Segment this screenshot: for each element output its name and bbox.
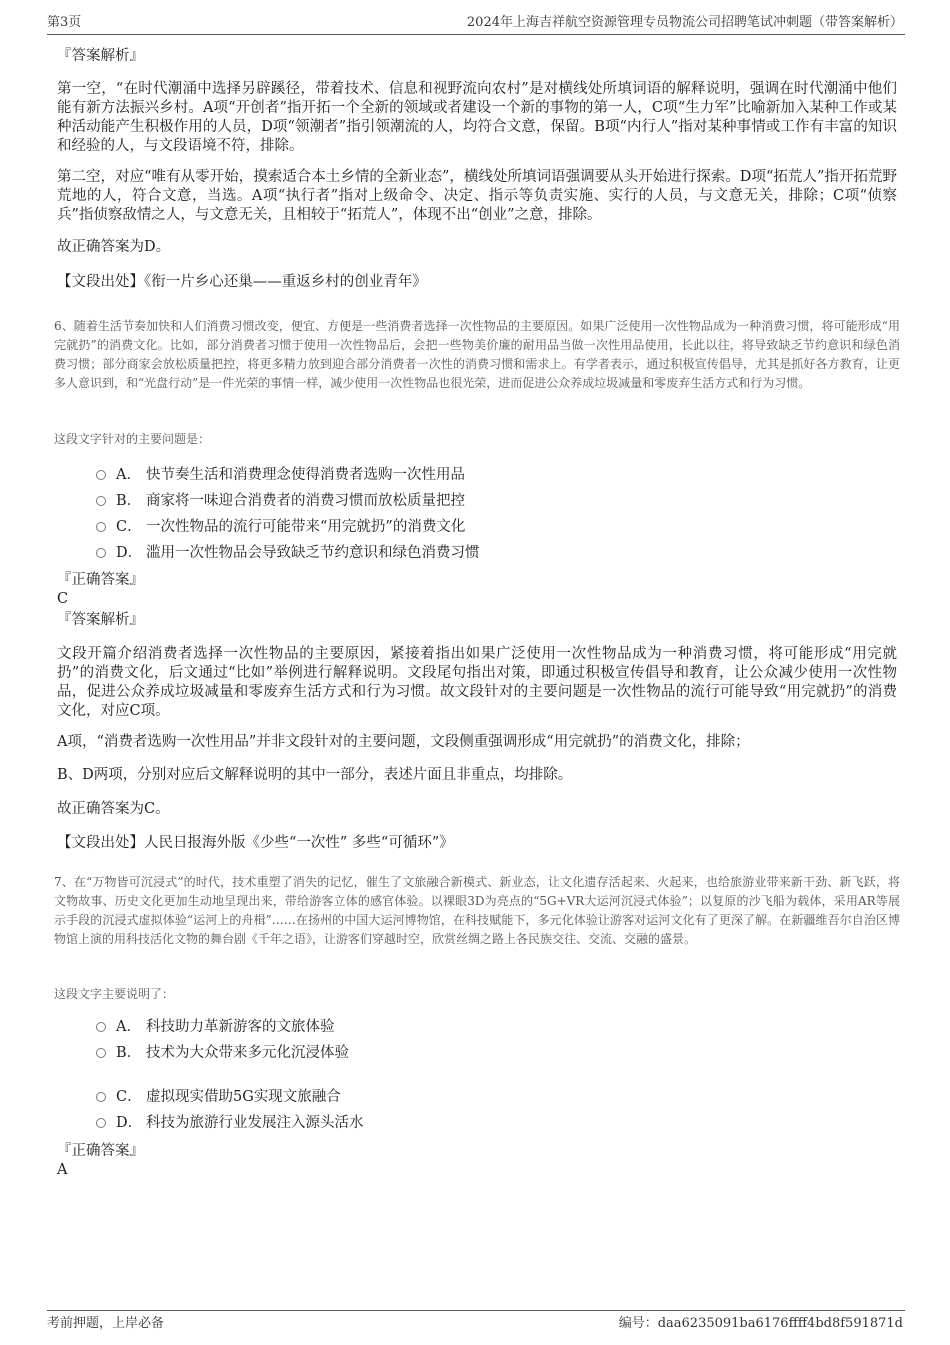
q5-analysis-p3: 故正确答案为D。	[57, 239, 171, 255]
q7-correct-label: 『正确答案』	[57, 1143, 144, 1159]
q5-source: 【文段出处】《衔一片乡心还巢——重返乡村的创业青年》	[57, 274, 427, 290]
option-text: 滥用一次性物品会导致缺乏节约意识和绿色消费习惯	[146, 545, 480, 561]
document-code: 编号：daa6235091ba6176ffff4bd8f591871d	[618, 1316, 903, 1331]
q7-option-b[interactable]	[96, 1042, 349, 1064]
q6-stem: 6、随着生活节奏加快和人们消费习惯改变，便宜、方便是一些消费者选择一次性物品的主要原因。如果广泛使用一次性物品成为一种消费习惯，将可能形成“用完就扔”的消费文化。比如，部分消费者习惯于使用一次性物品后，会把一些物美价廉的耐用品当做一次性用品使用，长此以往，将导致缺乏节约意识和绿色消费习惯；部分商家会放松质量把控，将更多精力放到迎合部分消费者一次性的消费习惯和需求上。有学者表示，通过积极宣传倡导，尤其是抓好各方教育，让更多人意识到，和“光盘行动”是一件光荣的事情一样，减少使用一次性物品也很光荣，进而促进公众养成垃圾减量和零废弃生活方式和行为习惯。	[54, 319, 900, 390]
option-letter: A．	[116, 467, 141, 483]
page-header	[47, 12, 905, 35]
q6-analysis-p4: 故正确答案为C。	[57, 801, 170, 817]
option-letter: A．	[116, 1019, 141, 1035]
q6-analysis-p3: B、D两项，分别对应后文解释说明的其中一部分，表述片面且非重点，均排除。	[57, 767, 573, 783]
option-text: 技术为大众带来多元化沉浸体验	[146, 1045, 349, 1061]
option-text: 一次性物品的流行可能带来“用完就扔”的消费文化	[146, 519, 466, 535]
page-number: 第3页	[47, 15, 82, 30]
q6-analysis-p2: A项，“消费者选购一次性用品”并非文段针对的主要问题，文段侧重强调形成“用完就扔”的消费文化，排除；	[57, 734, 750, 750]
q6-option-b[interactable]	[96, 490, 465, 512]
radio-icon[interactable]	[96, 1022, 106, 1032]
option-text: 快节奏生活和消费理念使得消费者选购一次性用品	[146, 467, 465, 483]
q7-option-d[interactable]	[96, 1112, 364, 1134]
q6-source: 【文段出处】人民日报海外版《少些“一次性” 多些“可循环”》	[57, 835, 454, 851]
q6-option-a[interactable]	[96, 464, 465, 486]
option-letter: C．	[116, 1089, 142, 1105]
option-letter: D．	[116, 1115, 143, 1131]
radio-icon[interactable]	[96, 470, 106, 480]
radio-icon[interactable]	[96, 548, 106, 558]
option-text: 虚拟现实借助5G实现文旅融合	[146, 1089, 341, 1105]
radio-icon[interactable]	[96, 522, 106, 532]
document-title: 2024年上海吉祥航空资源管理专员物流公司招聘笔试冲刺题（带答案解析）	[466, 15, 903, 30]
radio-icon[interactable]	[96, 496, 106, 506]
q5-analysis-p1: 第一空，“在时代潮涌中选择另辟蹊径，带着技术、信息和视野流向农村”是对横线处所填词语的解释说明，强调在时代潮涌中他们能有新方法振兴乡村。A项“开创者”指开拓一个全新的领域或者建设一个新的事物的第一人，C项“生力军”比喻新加入某种工作或某种活动能产生积极作用的人员，D项“领潮者”指引领潮流的人，均符合文意，保留。B项“内行人”指对某种事情或工作有丰富的知识和经验的人，与文段语境不符，排除。	[57, 81, 897, 154]
option-text: 科技助力革新游客的文旅体验	[146, 1019, 335, 1035]
option-letter: B．	[116, 493, 142, 509]
q6-analysis-label: 『答案解析』	[57, 612, 144, 628]
q6-option-c[interactable]	[96, 516, 465, 538]
option-text: 商家将一味迎合消费者的消费习惯而放松质量把控	[146, 493, 465, 509]
page-footer	[47, 1310, 905, 1333]
q6-question: 这段文字针对的主要问题是：	[54, 432, 211, 446]
q7-correct-answer: A	[57, 1162, 68, 1178]
q7-stem: 7、在“万物皆可沉浸式”的时代，技术重塑了消失的记忆，催生了文旅融合新模式、新业态，让文化遗存活起来、火起来，也给旅游业带来新干劲、新飞跃，将文物故事、历史文化更加生动地呈现出来，带给游客立体的感官体验。以裸眼3D为亮点的“5G+VR大运河沉浸式体验”；以复原的沙飞船为载体，采用AR等展示手段的沉浸式虚拟体验“运河上的舟楫”……在扬州的中国大运河博物馆，在科技赋能下，多元化体验让游客对运河文化有了更深了解。在新疆维吾尔自治区博物馆上演的用科技活化文物的舞台剧《千年之语》，让游客们穿越时空，欣赏丝绸之路上各民族交往、交流、交融的盛景。	[54, 875, 900, 946]
radio-icon[interactable]	[96, 1092, 106, 1102]
radio-icon[interactable]	[96, 1118, 106, 1128]
option-letter: D．	[116, 545, 143, 561]
option-letter: C．	[116, 519, 142, 535]
q6-option-d[interactable]	[96, 542, 480, 564]
q7-option-a[interactable]	[96, 1016, 335, 1038]
q7-question: 这段文字主要说明了：	[54, 987, 175, 1001]
option-text: 科技为旅游行业发展注入源头活水	[146, 1115, 364, 1131]
q6-analysis-p1: 文段开篇介绍消费者选择一次性物品的主要原因，紧接着指出如果广泛使用一次性物品成为一种消费习惯，将可能形成“用完就扔”的消费文化，后文通过“比如”举例进行解释说明。文段尾句指出对策，即通过积极宣传倡导和教育，让公众减少使用一次性物品，促进公众养成垃圾减量和零废弃生活方式和行为习惯。故文段针对的主要问题是一次性物品的流行可能导致“用完就扔”的消费文化，对应C项。	[57, 646, 897, 719]
q5-analysis-label: 『答案解析』	[57, 48, 144, 64]
q7-option-c[interactable]	[96, 1086, 341, 1108]
radio-icon[interactable]	[96, 1048, 106, 1058]
q6-correct-answer: C	[57, 591, 69, 607]
q6-correct-label: 『正确答案』	[57, 572, 144, 588]
option-letter: B．	[116, 1045, 142, 1061]
footer-slogan: 考前押题，上岸必备	[47, 1316, 165, 1331]
q5-analysis-p2: 第二空，对应“唯有从零开始，摸索适合本土乡情的全新业态”，横线处所填词语强调要从头开始进行探索。D项“拓荒人”指开拓荒野荒地的人，符合文意，当选。A项“执行者”指对上级命令、决定、指示等负责实施、实行的人员，与文意无关，排除；C项“侦察兵”指侦察敌情之人，与文意无关，且相较于“拓荒人”，体现不出“创业”之意，排除。	[57, 169, 897, 223]
